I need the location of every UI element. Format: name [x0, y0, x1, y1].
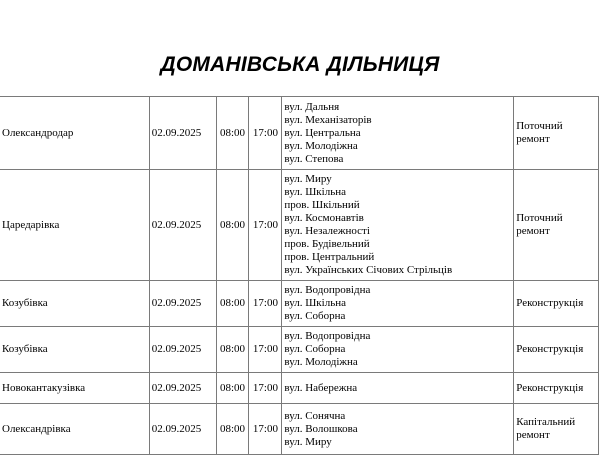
street-name: вул. Водопровідна — [284, 284, 371, 296]
end-time-cell: 17:00 — [249, 170, 282, 281]
street-name: вул. Миру — [284, 173, 332, 185]
village-cell: Олександродар — [0, 97, 149, 170]
work-type-cell — [514, 373, 599, 404]
work-type-text: ремонт — [516, 429, 550, 441]
street-name: вул. Миру — [284, 435, 332, 448]
start-time-cell: 08:00 — [216, 281, 249, 327]
street-name: вул. Шкільна — [284, 297, 346, 309]
street-name: вул. Волошкова — [284, 422, 358, 435]
street-name: вул. Космонавтів — [284, 212, 364, 224]
end-time-cell: 17:00 — [249, 373, 282, 404]
street-name: вул. Набережна — [284, 381, 358, 394]
work-type-text: Реконструкція — [516, 297, 584, 309]
work-type-text: Капітальний — [516, 416, 576, 428]
work-type-cell — [514, 170, 599, 281]
streets-cell — [282, 97, 514, 170]
streets-cell — [282, 327, 514, 373]
work-type-text: Реконструкція — [516, 343, 584, 355]
schedule-table — [0, 96, 599, 455]
table-row — [0, 170, 599, 281]
table-row — [0, 404, 599, 455]
street-name: пров. Центральний — [284, 251, 375, 263]
village-cell: Царедарівка — [0, 170, 149, 281]
streets-cell — [282, 281, 514, 327]
start-time-cell: 08:00 — [216, 404, 249, 455]
work-type-text: Реконструкція — [516, 381, 584, 394]
village-cell: Олександрівка — [0, 404, 149, 455]
start-time-cell: 08:00 — [216, 373, 249, 404]
date-cell: 02.09.2025 — [149, 373, 216, 404]
end-time-cell: 17:00 — [249, 404, 282, 455]
street-name: вул. Водопровідна — [284, 330, 371, 342]
schedule-table-body — [0, 97, 599, 455]
street-name: вул. Молодіжна — [284, 356, 358, 368]
work-type-text: Поточний — [516, 120, 563, 132]
street-name: вул. Шкільна — [284, 186, 346, 198]
table-row — [0, 373, 599, 404]
streets-cell — [282, 404, 514, 455]
end-time-cell: 17:00 — [249, 281, 282, 327]
work-type-cell — [514, 327, 599, 373]
street-name: вул. Українських Січових Стрільців — [284, 264, 453, 276]
street-name: вул. Сонячна — [284, 409, 346, 422]
village-cell: Козубівка — [0, 281, 149, 327]
table-row — [0, 327, 599, 373]
work-type-cell — [514, 281, 599, 327]
date-cell: 02.09.2025 — [149, 281, 216, 327]
end-time-cell: 17:00 — [249, 97, 282, 170]
work-type-text: Поточний — [516, 212, 563, 224]
start-time-cell: 08:00 — [216, 170, 249, 281]
date-cell: 02.09.2025 — [149, 170, 216, 281]
street-name: вул. Незалежності — [284, 225, 370, 237]
start-time-cell: 08:00 — [216, 97, 249, 170]
streets-cell — [282, 170, 514, 281]
page-title: ДОМАНІВСЬКА ДІЛЬНИЦЯ — [160, 53, 440, 76]
table-row — [0, 97, 599, 170]
date-cell: 02.09.2025 — [149, 404, 216, 455]
street-name: вул. Механізаторів — [284, 113, 372, 126]
street-name: вул. Соборна — [284, 310, 346, 322]
work-type-text: ремонт — [516, 225, 550, 237]
street-name: вул. Центральна — [284, 126, 361, 139]
street-name: пров. Будівельний — [284, 238, 370, 250]
street-name: вул. Соборна — [284, 343, 346, 355]
work-type-cell — [514, 404, 599, 455]
table-row — [0, 281, 599, 327]
street-name: вул. Дальня — [284, 100, 340, 113]
village-cell: Новокантакузівка — [0, 373, 149, 404]
street-name: вул. Степова — [284, 152, 344, 165]
date-cell: 02.09.2025 — [149, 327, 216, 373]
village-cell: Козубівка — [0, 327, 149, 373]
street-name: пров. Шкільний — [284, 199, 360, 211]
start-time-cell: 08:00 — [216, 327, 249, 373]
end-time-cell: 17:00 — [249, 327, 282, 373]
street-name: вул. Молодіжна — [284, 139, 358, 152]
work-type-cell — [514, 97, 599, 170]
work-type-text: ремонт — [516, 133, 550, 145]
streets-cell — [282, 373, 514, 404]
date-cell: 02.09.2025 — [149, 97, 216, 170]
